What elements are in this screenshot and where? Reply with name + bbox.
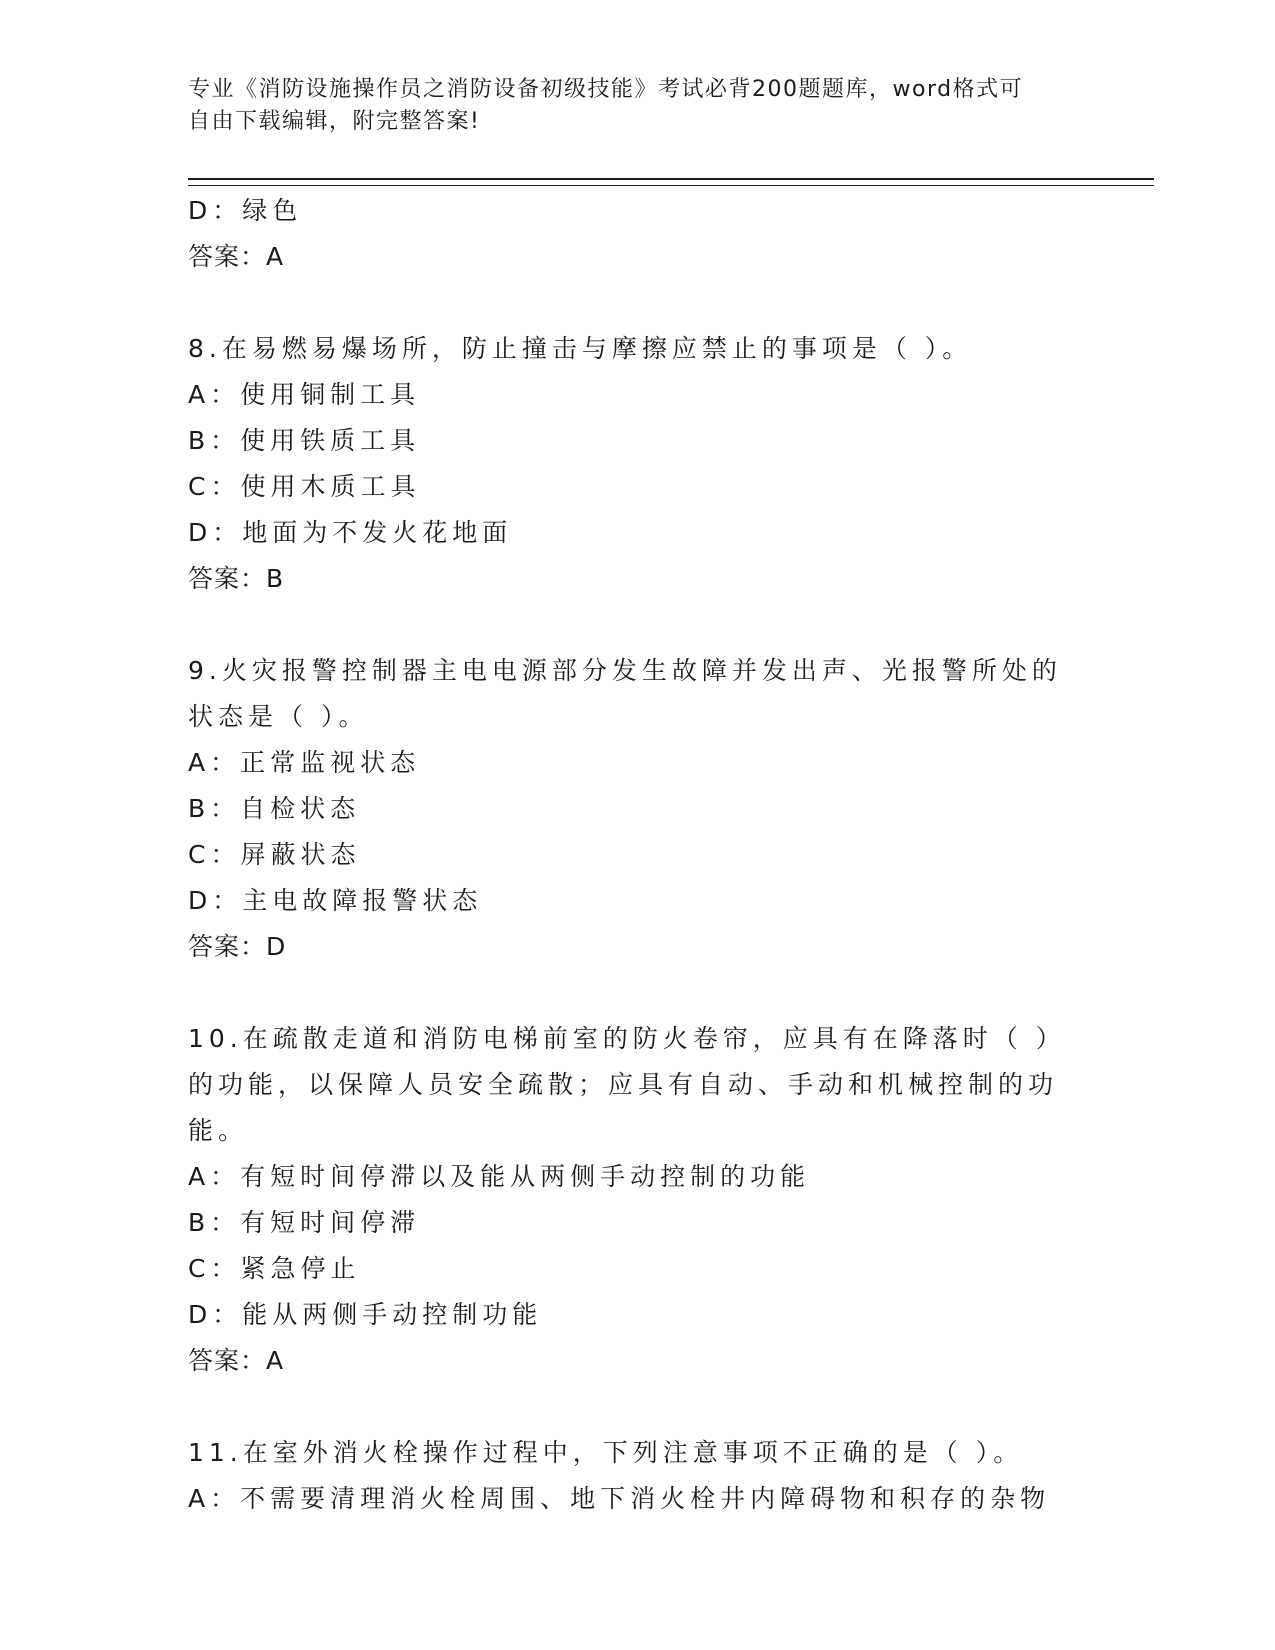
option-c: C：屏蔽状态 — [188, 840, 361, 869]
question-11 — [188, 1430, 1088, 1522]
question-10 — [188, 1016, 1088, 1384]
header-divider — [188, 178, 1154, 186]
answer: 答案：D — [188, 932, 287, 961]
option-d: D：能从两侧手动控制功能 — [188, 1300, 543, 1329]
option-a: A：不需要清理消火栓周围、地下消火栓井内障碍物和积存的杂物 — [188, 1484, 1051, 1513]
option-d: D：绿色 — [188, 196, 303, 225]
option-b: B：自检状态 — [188, 794, 361, 823]
question-8 — [188, 326, 1088, 602]
question-9 — [188, 648, 1088, 970]
document-body — [188, 188, 1088, 1522]
option-c: C：紧急停止 — [188, 1254, 361, 1283]
header-line-2: 自由下载编辑，附完整答案! — [188, 109, 481, 134]
header-line-1: 专业《消防设施操作员之消防设备初级技能》考试必背200题题库，word格式可 — [188, 77, 1024, 102]
option-a: A：使用铜制工具 — [188, 380, 421, 409]
question-stem: 11.在室外消火栓操作过程中，下列注意事项不正确的是（ ）。 — [188, 1438, 1024, 1467]
answer: 答案：B — [188, 564, 285, 593]
answer: 答案：A — [188, 1346, 285, 1375]
option-a: A：正常监视状态 — [188, 748, 421, 777]
option-a: A：有短时间停滞以及能从两侧手动控制的功能 — [188, 1162, 811, 1191]
option-b: B：使用铁质工具 — [188, 426, 421, 455]
question-stem: 9.火灾报警控制器主电电源部分发生故障并发出声、光报警所处的状态是（ ）。 — [188, 656, 1062, 731]
option-c: C：使用木质工具 — [188, 472, 421, 501]
page-header — [188, 74, 1088, 138]
option-b: B：有短时间停滞 — [188, 1208, 421, 1237]
question-stem: 10.在疏散走道和消防电梯前室的防火卷帘，应具有在降落时（ ）的功能，以保障人员安全疏散；应具有自动、手动和机械控制的功能。 — [188, 1024, 1066, 1145]
option-d: D：地面为不发火花地面 — [188, 518, 513, 547]
question-stem: 8.在易燃易爆场所，防止撞击与摩擦应禁止的事项是（ ）。 — [188, 334, 973, 363]
previous-question-fragment — [188, 188, 1088, 280]
answer: 答案：A — [188, 242, 285, 271]
option-d: D：主电故障报警状态 — [188, 886, 483, 915]
